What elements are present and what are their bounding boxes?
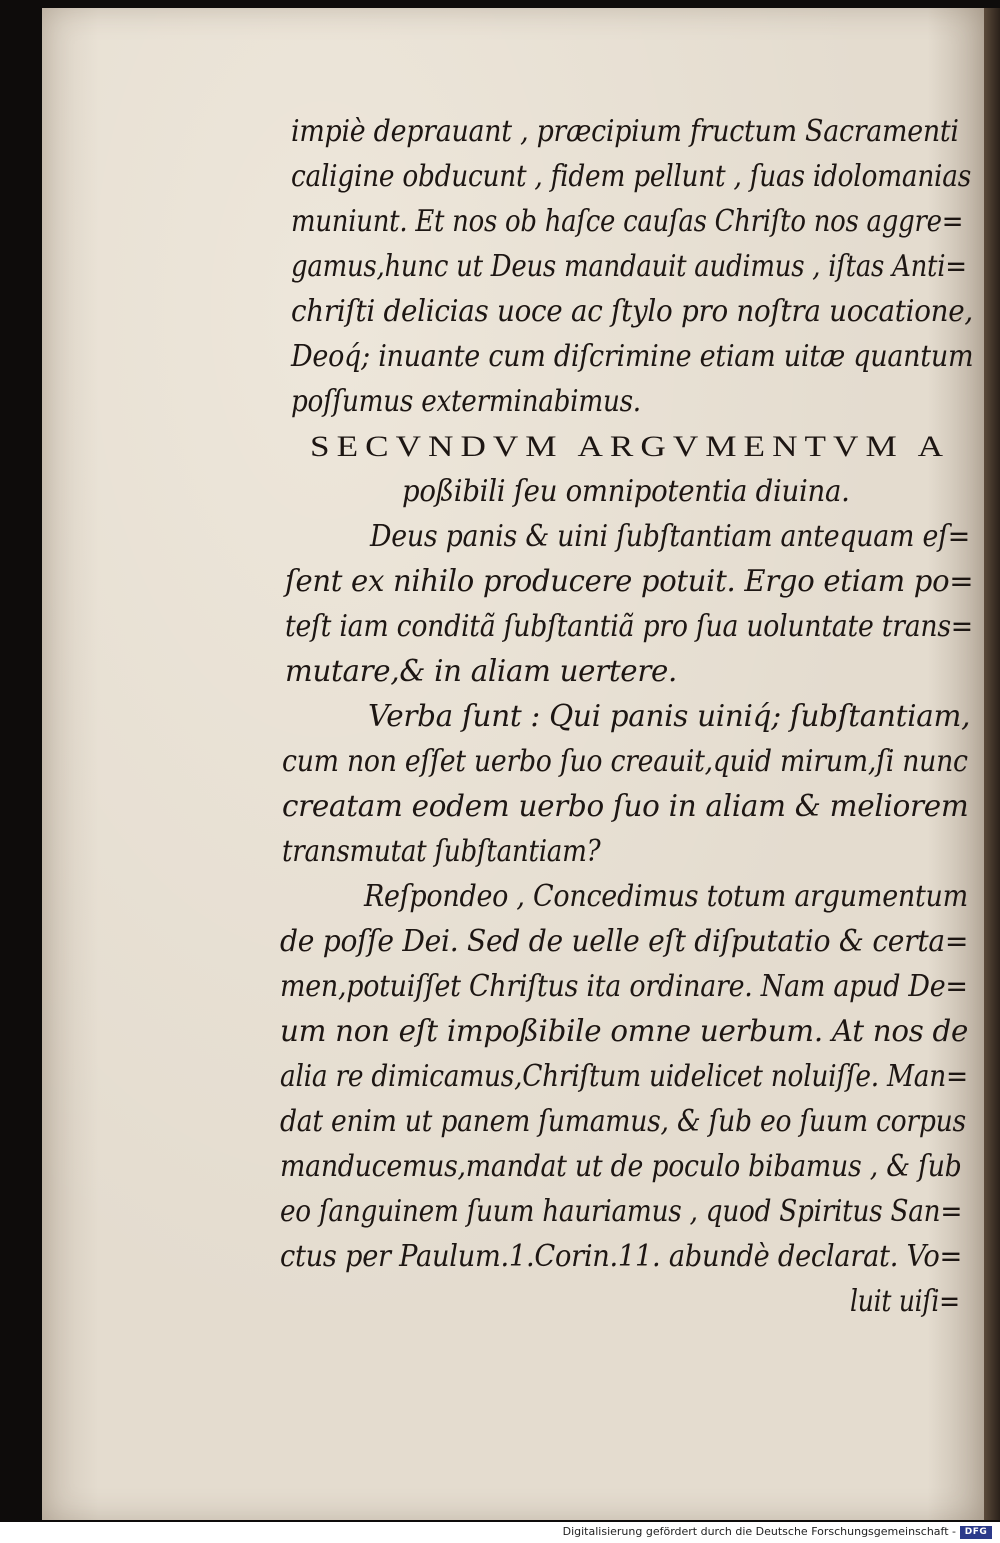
text-line: poſſumus exterminabimus.: [291, 384, 641, 419]
text-line: Deus panis & uini ſubſtantiam antequam eſ=: [370, 519, 970, 554]
text-line: um non eſt impoßibile omne uerbum. At nos de: [280, 1014, 969, 1049]
text-line: muniunt. Et nos ob haſce cauſas Chriſto nos aggre=: [291, 204, 964, 239]
text-line: ctus per Paulum.1.Corin.11. abundè declarat. Vo=: [280, 1239, 963, 1274]
funding-notice: Digitalisierung gefördert durch die Deutsche Forschungsgemeinschaft -: [562, 1525, 956, 1538]
text-line: Reſpondeo , Concedimus totum argumentum: [364, 879, 968, 914]
text-line: impiè deprauant , præcipium fructum Sacramenti: [291, 114, 959, 149]
text-line: chriſti delicias uoce ac ſtylo pro noſtra uocatione,: [291, 294, 973, 329]
section-heading: SECVNDVM ARGVMENTVM A: [310, 430, 951, 463]
text-line: manducemus,mandat ut de poculo bibamus , & ſub: [280, 1149, 962, 1184]
text-line: mutare,& in aliam uertere.: [285, 654, 678, 689]
text-line: Deoq́; inuante cum diſcrimine etiam uitæ quantum: [291, 339, 974, 374]
text-line: alia re dimicamus,Chriſtum uidelicet noluiſſe. Man=: [280, 1059, 968, 1094]
text-line: creatam eodem uerbo ſuo in aliam & meliorem: [282, 789, 969, 824]
text-line: ſent ex nihilo producere potuit. Ergo etiam po=: [285, 564, 974, 599]
digitization-footer: [0, 1522, 1000, 1543]
book-spine-edge: [984, 8, 1000, 1520]
text-line: Verba ſunt : Qui panis uiniq́; ſubſtantiam,: [368, 699, 971, 734]
text-line: transmutat ſubſtantiam?: [282, 834, 601, 869]
text-line: cum non eſſet uerbo ſuo creauit,quid mirum,ſi nunc: [282, 744, 968, 779]
text-line: gamus,hunc ut Deus mandauit audimus , iſtas Anti=: [291, 249, 967, 284]
text-line: eo ſanguinem ſuum hauriamus , quod Spiritus San=: [280, 1194, 963, 1229]
text-line: men,potuiſſet Chriſtus ita ordinare. Nam apud De=: [280, 969, 968, 1004]
section-subheading: poßibili ſeu omnipotentia diuina.: [402, 474, 850, 509]
text-line: teſt iam conditã ſubſtantiã pro ſua uoluntate trans=: [285, 609, 973, 644]
text-line: dat enim ut panem ſumamus, & ſub eo ſuum corpus: [280, 1104, 966, 1139]
dfg-logo-icon: DFG: [960, 1526, 992, 1539]
text-line: de poſſe Dei. Sed de uelle eſt diſputatio & certa=: [280, 924, 969, 959]
text-line: caligine obducunt , fidem pellunt , ſuas idolomanias: [291, 159, 971, 194]
catchword: luit uiſi=: [850, 1284, 960, 1319]
